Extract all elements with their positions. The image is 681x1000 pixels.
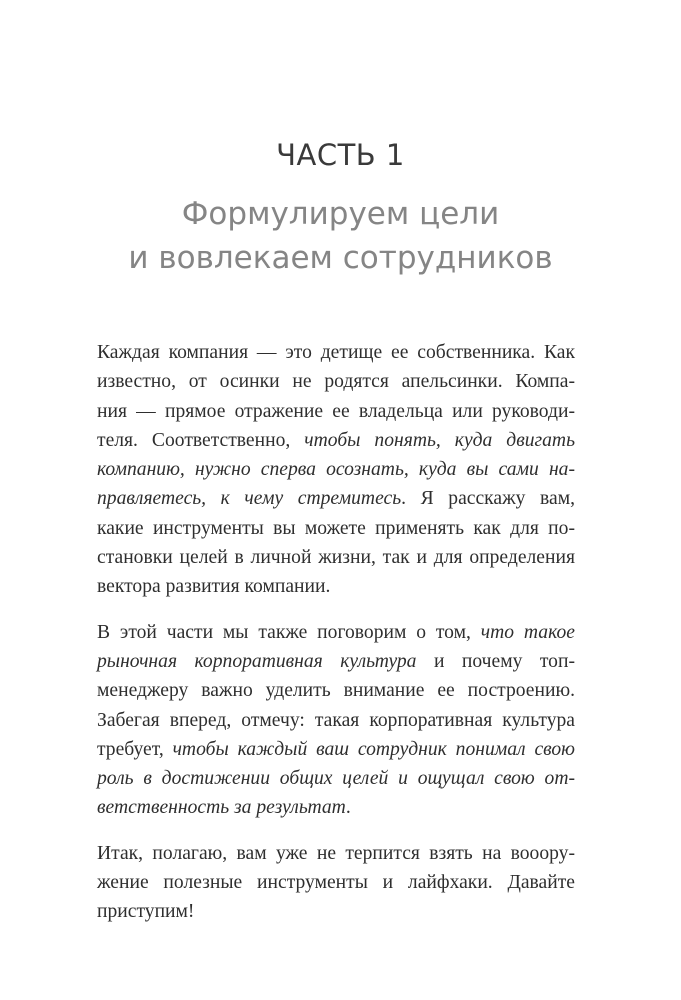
text-line <box>97 572 575 601</box>
text-line <box>97 426 575 455</box>
body-text <box>97 338 575 943</box>
text: Забегая вперед, отмечу: такая корпоративная культура <box>97 709 575 731</box>
text: менеджеру важно уделить внимание ее построению. <box>97 680 575 702</box>
text: становки целей в личной жизни, так и для определения <box>97 547 575 569</box>
text-line <box>97 897 575 926</box>
text: какие инструменты вы можете применять как для по- <box>97 517 575 539</box>
text-line <box>97 618 575 647</box>
text-line <box>97 397 575 426</box>
text: В этой части мы также поговорим о том, <box>97 621 481 643</box>
text-line <box>97 706 575 735</box>
text-line <box>97 647 575 676</box>
part-title <box>0 192 681 280</box>
paragraph <box>97 618 575 823</box>
italic-text: компанию, нужно сперва осознать, куда вы сами на- <box>97 459 575 481</box>
part-title-line: Формулируем цели <box>181 196 500 232</box>
text: приступим! <box>97 901 195 923</box>
text: известно, от осинки не родятся апельсинки. Компа- <box>97 371 575 393</box>
text-line <box>97 484 575 513</box>
text: теля. Соответственно, <box>97 429 305 451</box>
text: требует, <box>97 738 173 760</box>
text-line <box>97 839 575 868</box>
italic-text: рыночная корпоративная культура <box>97 650 417 672</box>
text-line <box>97 868 575 897</box>
paragraph <box>97 839 575 927</box>
paragraph <box>97 338 575 602</box>
italic-text: что такое <box>480 621 576 643</box>
part-title-line: и вовлекаем сотрудников <box>128 240 553 276</box>
text: вектора развития компании. <box>97 576 331 598</box>
text-line <box>97 543 575 572</box>
text: Каждая компания — это детище ее собственника. Как <box>97 342 575 363</box>
italic-text: роль в достижении общих целей и ощущал свою от- <box>97 768 575 790</box>
text-line <box>97 338 575 367</box>
text: Итак, полагаю, вам уже не терпится взять на вооору- <box>97 842 575 864</box>
text-line <box>97 514 575 543</box>
text-line <box>97 676 575 705</box>
text: . Я расскажу вам, <box>401 488 576 510</box>
italic-text: ветственность за результат <box>97 797 346 819</box>
italic-text: чтобы понять, куда двигать <box>304 429 576 451</box>
text: жение полезные инструменты и лайфхаки. Давайте <box>97 872 575 894</box>
text: . <box>345 797 351 819</box>
text: и почему топ- <box>416 650 575 672</box>
text: ния — прямое отражение ее владельца или руководи- <box>97 400 575 422</box>
italic-text: правляетесь, к чему стремитесь <box>97 488 402 510</box>
text-line <box>97 735 575 764</box>
text-line <box>97 793 575 822</box>
text-line <box>97 455 575 484</box>
text-line <box>97 764 575 793</box>
part-label: ЧАСТЬ 1 <box>276 138 405 172</box>
italic-text: чтобы каждый ваш сотрудник понимал свою <box>172 738 575 760</box>
text-line <box>97 367 575 396</box>
